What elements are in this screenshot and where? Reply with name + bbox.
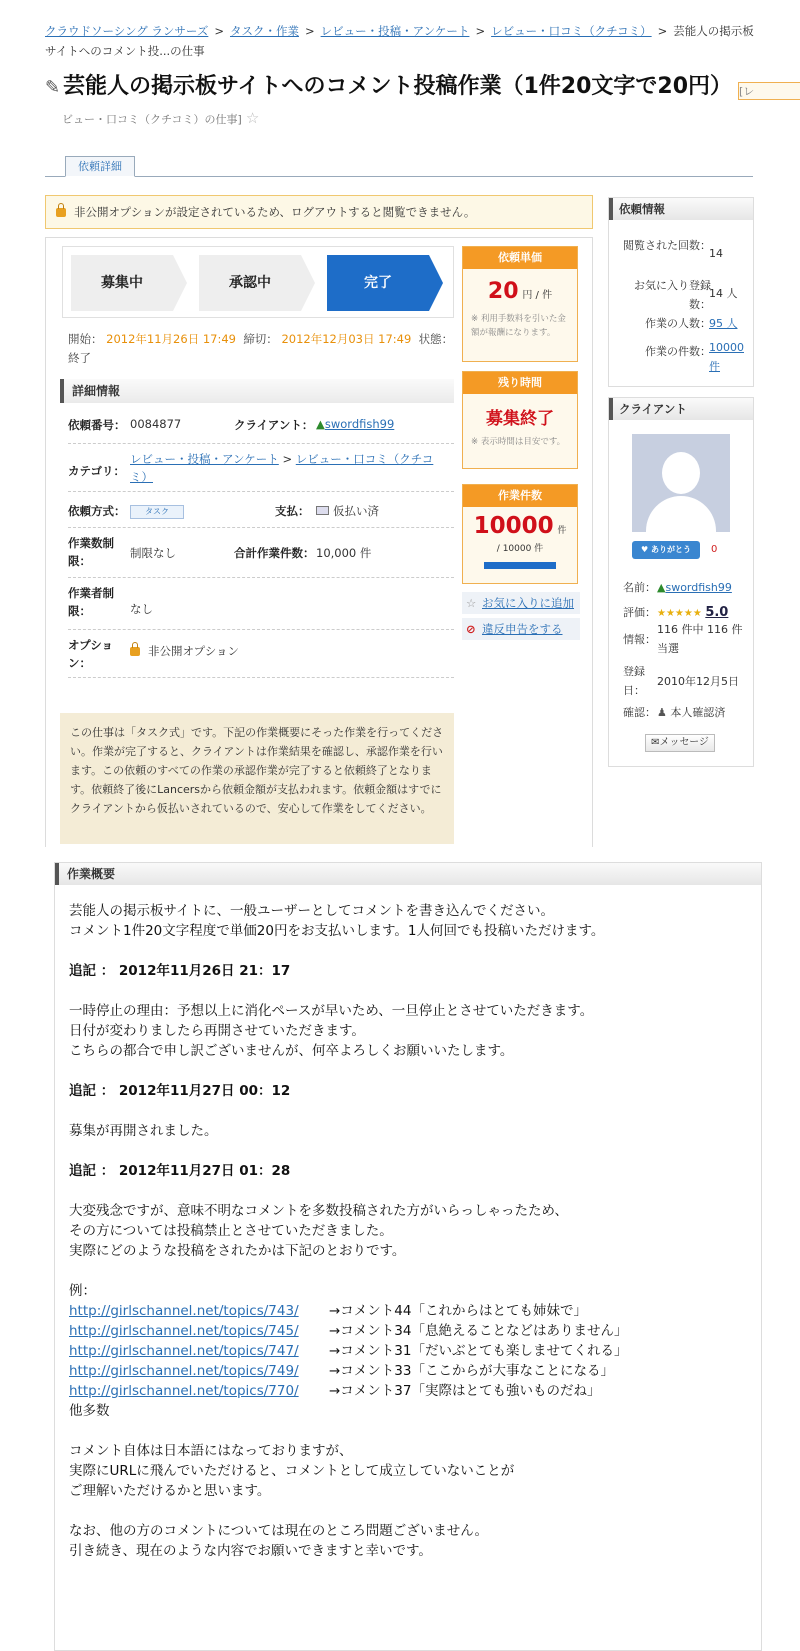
- client-name-link[interactable]: swordfish99: [665, 581, 732, 594]
- worker-value: なし: [130, 602, 153, 616]
- outline-text: 引き続き、現在のような内容でお願いできますと幸いです。: [69, 1543, 432, 1559]
- outline-text: 実際にどのような投稿をされたかは下記のとおりです。: [69, 1243, 406, 1259]
- request-info-header: 依頼情報: [609, 198, 753, 220]
- outline-text: ご理解いただけるかと思います。: [69, 1483, 271, 1499]
- tab-bar: [45, 176, 753, 177]
- status-label: 状態：: [418, 332, 454, 346]
- people-label: 作業の人数：: [645, 317, 711, 330]
- rating-label: 評価：: [623, 606, 656, 619]
- remaining-box: [462, 371, 578, 469]
- step-approving: 承認中: [199, 255, 301, 311]
- pen-icon: ✎: [45, 77, 61, 98]
- detail-row-id: [68, 404, 454, 444]
- private-notice: [45, 195, 593, 229]
- thanks-icon: ♥: [641, 545, 649, 554]
- example-link[interactable]: http://girlschannel.net/topics/747/: [69, 1343, 299, 1359]
- example-link[interactable]: http://girlschannel.net/topics/770/: [69, 1383, 299, 1399]
- outline-text: コメント1件20文字程度で単価20円をお支払いします。1人何回でも投稿いただけます。: [69, 923, 605, 939]
- start-date: 2012年11月26日 17:49: [106, 332, 236, 346]
- people-link[interactable]: 95 人: [709, 317, 738, 330]
- payment-label: 支払：: [275, 504, 310, 518]
- client-link[interactable]: swordfish99: [324, 417, 395, 431]
- info-value: 116 件中 116 件当選: [657, 623, 743, 655]
- task-badge: タスク: [130, 505, 184, 519]
- outline-text: 例：: [69, 1283, 96, 1299]
- price-header: 依頼単価: [463, 247, 577, 269]
- total-value: 10,000 件: [316, 546, 372, 560]
- option-label: オプション：: [68, 638, 113, 670]
- title-category-prefix: [レ: [738, 82, 800, 100]
- id-label: 依頼番号：: [68, 418, 126, 432]
- count-value: 10000: [473, 513, 554, 539]
- message-button[interactable]: [645, 734, 715, 752]
- outline-text: 芸能人の掲示板サイトに、一般ユーザーとしてコメントを書き込んでください。: [69, 903, 555, 919]
- outline-text: こちらの都合で申し訳ございませんが、何卒よろしくお願いいたします。: [69, 1043, 514, 1059]
- page-title: 芸能人の掲示板サイトへのコメント投稿作業（1件20文字で20円）: [63, 74, 733, 99]
- add-favorite-button[interactable]: [462, 592, 580, 614]
- rating-value[interactable]: 5.0: [705, 605, 729, 620]
- private-notice-text: 非公開オプションが設定されているため、ログアウトすると閲覧できません。: [74, 205, 476, 219]
- task-type-description: この仕事は「タスク式」です。下記の作業概要にそった作業を行ってください。作業が完了すると、クライアントは作業結果を確認し、承認作業を行います。この依頼のすべての作業の承認作業が完了すると依頼終了となります。依頼終了後にLancersから依頼金額が支払われます。依頼金額はすでにクライアントから仮払いされているので、安心して作業をしてください。: [60, 713, 454, 844]
- breadcrumb-link-kuchikomi[interactable]: レビュー・口コミ（クチコミ）: [491, 24, 652, 38]
- limit-value: 制限なし: [130, 546, 176, 560]
- category-link-1[interactable]: レビュー・投稿・アンケート: [130, 452, 279, 466]
- detail-section-header: 詳細情報: [60, 379, 454, 403]
- verify-label: 確認：: [623, 706, 656, 719]
- outline-text: 他多数: [69, 1403, 110, 1419]
- thanks-count: 0: [711, 544, 718, 555]
- works-link[interactable]: 10000 件: [709, 341, 744, 373]
- star-icon: ☆: [466, 596, 477, 610]
- verified-icon: ♟: [657, 706, 667, 719]
- count-unit: 件: [557, 526, 567, 536]
- total-label: 合計作業件数：: [234, 546, 315, 560]
- user-icon: ▲: [657, 581, 666, 594]
- works-label: 作業の件数：: [645, 345, 711, 358]
- status-flow: [62, 246, 454, 318]
- user-icon: ▲: [316, 417, 325, 431]
- tab-request-detail[interactable]: 依頼詳細: [65, 156, 135, 177]
- add-favorite-link[interactable]: お気に入りに追加: [482, 596, 574, 610]
- message-label: メッセージ: [659, 737, 709, 748]
- envelope-icon: ✉: [651, 737, 660, 748]
- example-comment: →コメント44「これからはとても姉妹で」: [329, 1303, 587, 1319]
- client-label: クライアント：: [234, 418, 314, 432]
- favorite-star-icon[interactable]: ☆: [245, 109, 260, 127]
- task-outline: [54, 862, 762, 1651]
- avatar: [632, 434, 730, 532]
- verify-value: 本人確認済: [670, 706, 726, 719]
- count-box: [462, 484, 578, 584]
- outline-text: 募集が再開されました。: [69, 1123, 218, 1139]
- example-link[interactable]: http://girlschannel.net/topics/749/: [69, 1363, 299, 1379]
- outline-header: 作業概要: [55, 863, 761, 885]
- example-comment: →コメント37「実際はとても強いものだね」: [329, 1383, 601, 1399]
- start-label: 開始：: [68, 332, 103, 346]
- request-info-box: [608, 197, 754, 387]
- price-unit: 円 / 件: [522, 290, 553, 301]
- outline-text: なお、他の方のコメントについては現在のところ問題ございません。: [69, 1523, 489, 1539]
- page-title-block: [45, 72, 765, 102]
- end-date: 2012年12月03日 17:49: [281, 332, 412, 346]
- prohibit-icon: ⊘: [466, 622, 476, 636]
- addendum-heading: 追記 ： 2012年11月27日 01：28: [69, 1163, 291, 1179]
- breadcrumb-current: 芸能人の掲示板サイトへのコメント投...の仕事: [45, 24, 754, 58]
- breadcrumb: クラウドソーシング ランサーズ > タスク・作業 > レビュー・投稿・アンケート > レビュー・口コミ（クチコミ） > 芸能人の掲示板サイトへのコメント投...の仕事: [45, 24, 754, 58]
- outline-text: 実際にURLに飛んでいただけると、コメントとして成立していないことが: [69, 1463, 515, 1479]
- report-link[interactable]: 違反申告をする: [482, 622, 563, 636]
- example-comment: →コメント34「息絶えることなどはありません」: [329, 1323, 628, 1339]
- price-box: [462, 246, 578, 362]
- example-comment: →コメント31「だいぶとても楽しませてくれる」: [329, 1343, 628, 1359]
- count-progress-bar: [484, 562, 556, 569]
- detail-row-limit: [68, 528, 454, 578]
- option-value: 非公開オプション: [148, 644, 239, 658]
- thanks-button[interactable]: [632, 541, 700, 559]
- favs-label: お気に入り登録数：: [634, 279, 711, 311]
- method-label: 依頼方式：: [68, 504, 126, 518]
- payment-icon: [316, 506, 329, 515]
- payment-value: 仮払い済: [333, 504, 379, 518]
- views-label: 閲覧された回数：: [623, 239, 711, 252]
- outline-text: 大変残念ですが、意味不明なコメントを多数投稿された方がいらっしゃったため、: [69, 1203, 568, 1219]
- name-label: 名前：: [623, 581, 656, 594]
- breadcrumb-link-review[interactable]: レビュー・投稿・アンケート: [320, 24, 470, 38]
- price-note: ※ 利用手数料を引いた金額が報酬になります。: [471, 314, 566, 338]
- remaining-note: ※ 表示時間は目安です。: [471, 437, 566, 447]
- reg-value: 2010年12月5日: [657, 675, 739, 688]
- outline-text: 日付が変わりましたら再開させていただきます。: [69, 1023, 365, 1039]
- outline-text: 一時停止の理由：予想以上に消化ペースが早いため、一旦停止とさせていただきます。: [69, 1003, 594, 1019]
- count-header: 作業件数: [463, 485, 577, 507]
- info-label: 情報：: [623, 633, 656, 646]
- breadcrumb-link-home[interactable]: クラウドソーシング ランサーズ: [45, 24, 209, 38]
- outline-text: その方については投稿禁止とさせていただきました。: [69, 1223, 393, 1239]
- thanks-label: ありがとう: [650, 545, 691, 554]
- outline-body: [69, 901, 759, 1561]
- addendum-heading: 追記 ： 2012年11月26日 21：17: [69, 963, 291, 979]
- breadcrumb-link-task[interactable]: タスク・作業: [229, 24, 299, 38]
- example-comment: →コメント33「ここからが大事なことになる」: [329, 1363, 614, 1379]
- end-label: 締切：: [243, 332, 278, 346]
- detail-row-method: [68, 492, 454, 528]
- reg-label: 登録日：: [623, 665, 645, 697]
- title-category-text: ビュー・口コミ（クチコミ）の仕事]: [62, 113, 242, 126]
- example-link[interactable]: http://girlschannel.net/topics/745/: [69, 1323, 299, 1339]
- title-category: [62, 109, 259, 127]
- count-progress-fill: [484, 562, 556, 569]
- count-sub: / 10000 件: [496, 544, 544, 554]
- remaining-value: 募集終了: [486, 409, 554, 429]
- step-complete: 完了: [327, 255, 429, 311]
- detail-row-option: [68, 630, 454, 678]
- example-link[interactable]: http://girlschannel.net/topics/743/: [69, 1303, 299, 1319]
- category-label: カテゴリ：: [68, 464, 126, 478]
- status-value: 終了: [68, 351, 91, 365]
- schedule-dates: [68, 330, 456, 368]
- lock-icon: [130, 647, 140, 656]
- views-value: 14: [709, 247, 723, 260]
- remaining-header: 残り時間: [463, 372, 577, 394]
- addendum-heading: 追記 ： 2012年11月27日 00：12: [69, 1083, 291, 1099]
- client-box: [608, 397, 754, 767]
- outline-text: コメント自体は日本語にはなっておりますが、: [69, 1443, 353, 1459]
- report-button[interactable]: [462, 618, 580, 640]
- favs-value: 14 人: [709, 287, 738, 300]
- step-recruiting: 募集中: [71, 255, 173, 311]
- lock-icon: [56, 208, 66, 217]
- client-header: クライアント: [609, 398, 753, 420]
- id-value: 0084877: [130, 417, 182, 431]
- category-link-2[interactable]: レビュー・口コミ（クチコミ）: [130, 452, 434, 484]
- detail-row-category: カテゴリ： レビュー・投稿・アンケート > レビュー・口コミ（クチコミ）: [68, 444, 454, 492]
- price-value: 20: [487, 279, 519, 304]
- limit-label: 作業数制限：: [68, 536, 114, 568]
- rating-stars-icon: ★★★★★: [657, 608, 702, 619]
- detail-row-worker: [68, 578, 454, 630]
- worker-label: 作業者制限：: [68, 586, 114, 618]
